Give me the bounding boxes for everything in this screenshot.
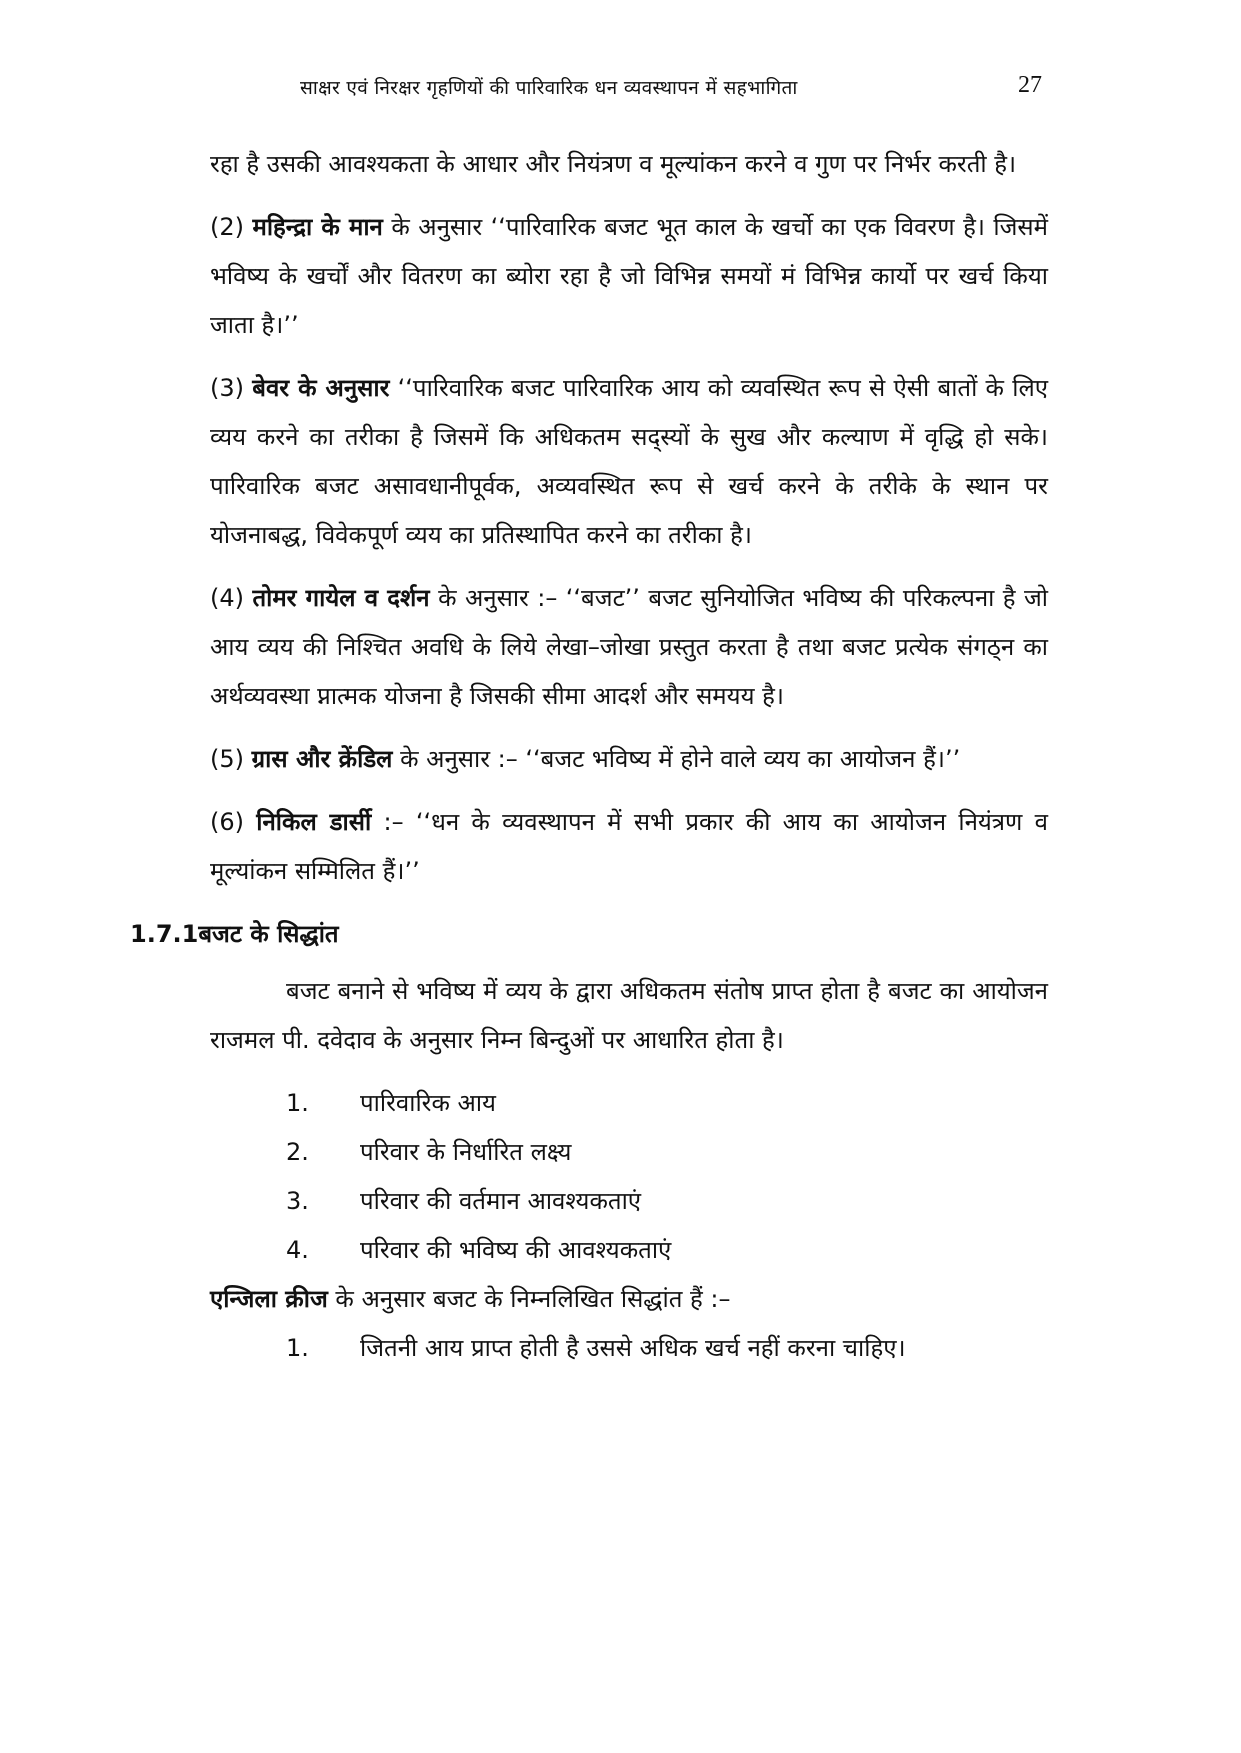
definition-number: (4) (210, 584, 253, 612)
list-item (210, 1079, 1048, 1128)
definition-text: के अनुसार ‘‘पारिवारिक बजट भूत काल के खर्चो का एक विवरण है। जिसमें भविष्य के खर्चों और वितरण का ब्योरा रहा है जो विभिन्न समयों मं विभिन्न कार्यो पर खर्च किया जाता है।’’ (210, 213, 1048, 339)
section-heading: 1.7.1बजट के सिद्धांत (130, 920, 339, 948)
page-body (130, 140, 1049, 1373)
definition-text: :– ‘‘धन के व्यवस्थापन में सभी प्रकार की आय का आयोजन नियंत्रण व मूल्यांकन सम्मिलित हैं।’’ (210, 808, 1049, 885)
list-item-text: परिवार के निर्धारित लक्ष्य (360, 1138, 572, 1166)
definition-text: के अनुसार :– ‘‘बजट’’ बजट सुनियोजित भविष्य की परिकल्पना है जो आय व्यय की निश्चित अवधि के लिये लेखा–जोखा प्रस्तुत करता है तथा बजट प्रत्येक संगठ्न का अर्थव्यवस्था प्नात्मक योजना है जिसकी सीमा आदर्श और समयय है। (210, 584, 1049, 710)
principles-lead (210, 1275, 1048, 1324)
list-item-number: 1. (286, 1089, 309, 1117)
definition-paragraph-4 (210, 574, 1048, 721)
definition-author: ग्रास और क्रेंडिल (251, 745, 393, 773)
list-item-text: परिवार की भविष्य की आवश्यकताएं (360, 1236, 672, 1264)
definition-author: महिन्द्रा के मान (252, 213, 383, 241)
list-item (210, 1128, 1048, 1177)
paragraph-text: रहा है उसकी आवश्यकता के आधार और नियंत्रण व मूल्यांकन करने व गुण पर निर्भर करती है। (210, 150, 1017, 178)
budget-basis-list (210, 1079, 1048, 1275)
definition-paragraph-5 (210, 735, 1048, 784)
definition-number: (3) (210, 374, 253, 402)
paragraph-continuation (210, 140, 1048, 189)
page-number: 27 (1018, 72, 1042, 98)
definition-number: (2) (210, 213, 253, 241)
list-item-number: 1. (286, 1334, 309, 1362)
list-item-text: जितनी आय प्राप्त होती है उससे अधिक खर्च नहीं करना चाहिए। (360, 1334, 906, 1362)
principles-lead-text: के अनुसार बजट के निम्नलिखित सिद्धांत हैं :– (327, 1285, 731, 1313)
definition-paragraph-3 (210, 364, 1048, 560)
principles-author: एन्जिला क्रीज (210, 1285, 328, 1313)
definition-number: (6) (210, 808, 257, 836)
list-item (210, 1226, 1048, 1275)
page-header (0, 70, 1241, 110)
section-intro: बजट बनाने से भविष्य में व्यय के द्वारा अधिकतम संतोष प्राप्त होता है बजट का आयोजन राजमल पी. दवेदाव के अनुसार निम्न बिन्दुओं पर आधारित होता है। (210, 977, 1048, 1054)
list-item (210, 1177, 1048, 1226)
definition-author: निकिल डार्सी (256, 808, 372, 836)
list-item-number: 2. (286, 1138, 309, 1166)
definition-text: ‘‘पारिवारिक बजट पारिवारिक आय को व्यवस्थित रूप से ऐसी बातों के लिए व्यय करने का तरीका है जिसमें कि अधिकतम सद्स्यों के सुख और कल्याण में वृद्धि हो सके। पारिवारिक बजट असावधानीपूर्वक, अव्यवस्थित रूप से खर्च करने के तरीके के स्थान पर योजनाबद्ध, विवेकपूर्ण व्यय का प्रतिस्थापित करने का तरीका है। (210, 374, 1048, 549)
list-item-text: पारिवारिक आय (360, 1089, 496, 1117)
running-header-title: साक्षर एवं निरक्षर गृहणियों की पारिवारिक धन व्यवस्थापन में सहभागिता (300, 77, 798, 99)
list-item (210, 1324, 1048, 1373)
definition-paragraph-2 (210, 203, 1048, 350)
definition-author: तोमर गायेल व दर्शन (252, 584, 430, 612)
principles-list (210, 1324, 1048, 1373)
definition-paragraph-6 (210, 798, 1048, 896)
definition-text: के अनुसार :– ‘‘बजट भविष्य में होने वाले व्यय का आयोजन हैं।’’ (392, 745, 961, 773)
list-item-text: परिवार की वर्तमान आवश्यकताएं (360, 1187, 642, 1215)
list-item-number: 3. (286, 1187, 309, 1215)
definition-author: बेवर के अनुसार (252, 374, 390, 402)
definition-number: (5) (210, 745, 252, 773)
list-item-number: 4. (286, 1236, 309, 1264)
